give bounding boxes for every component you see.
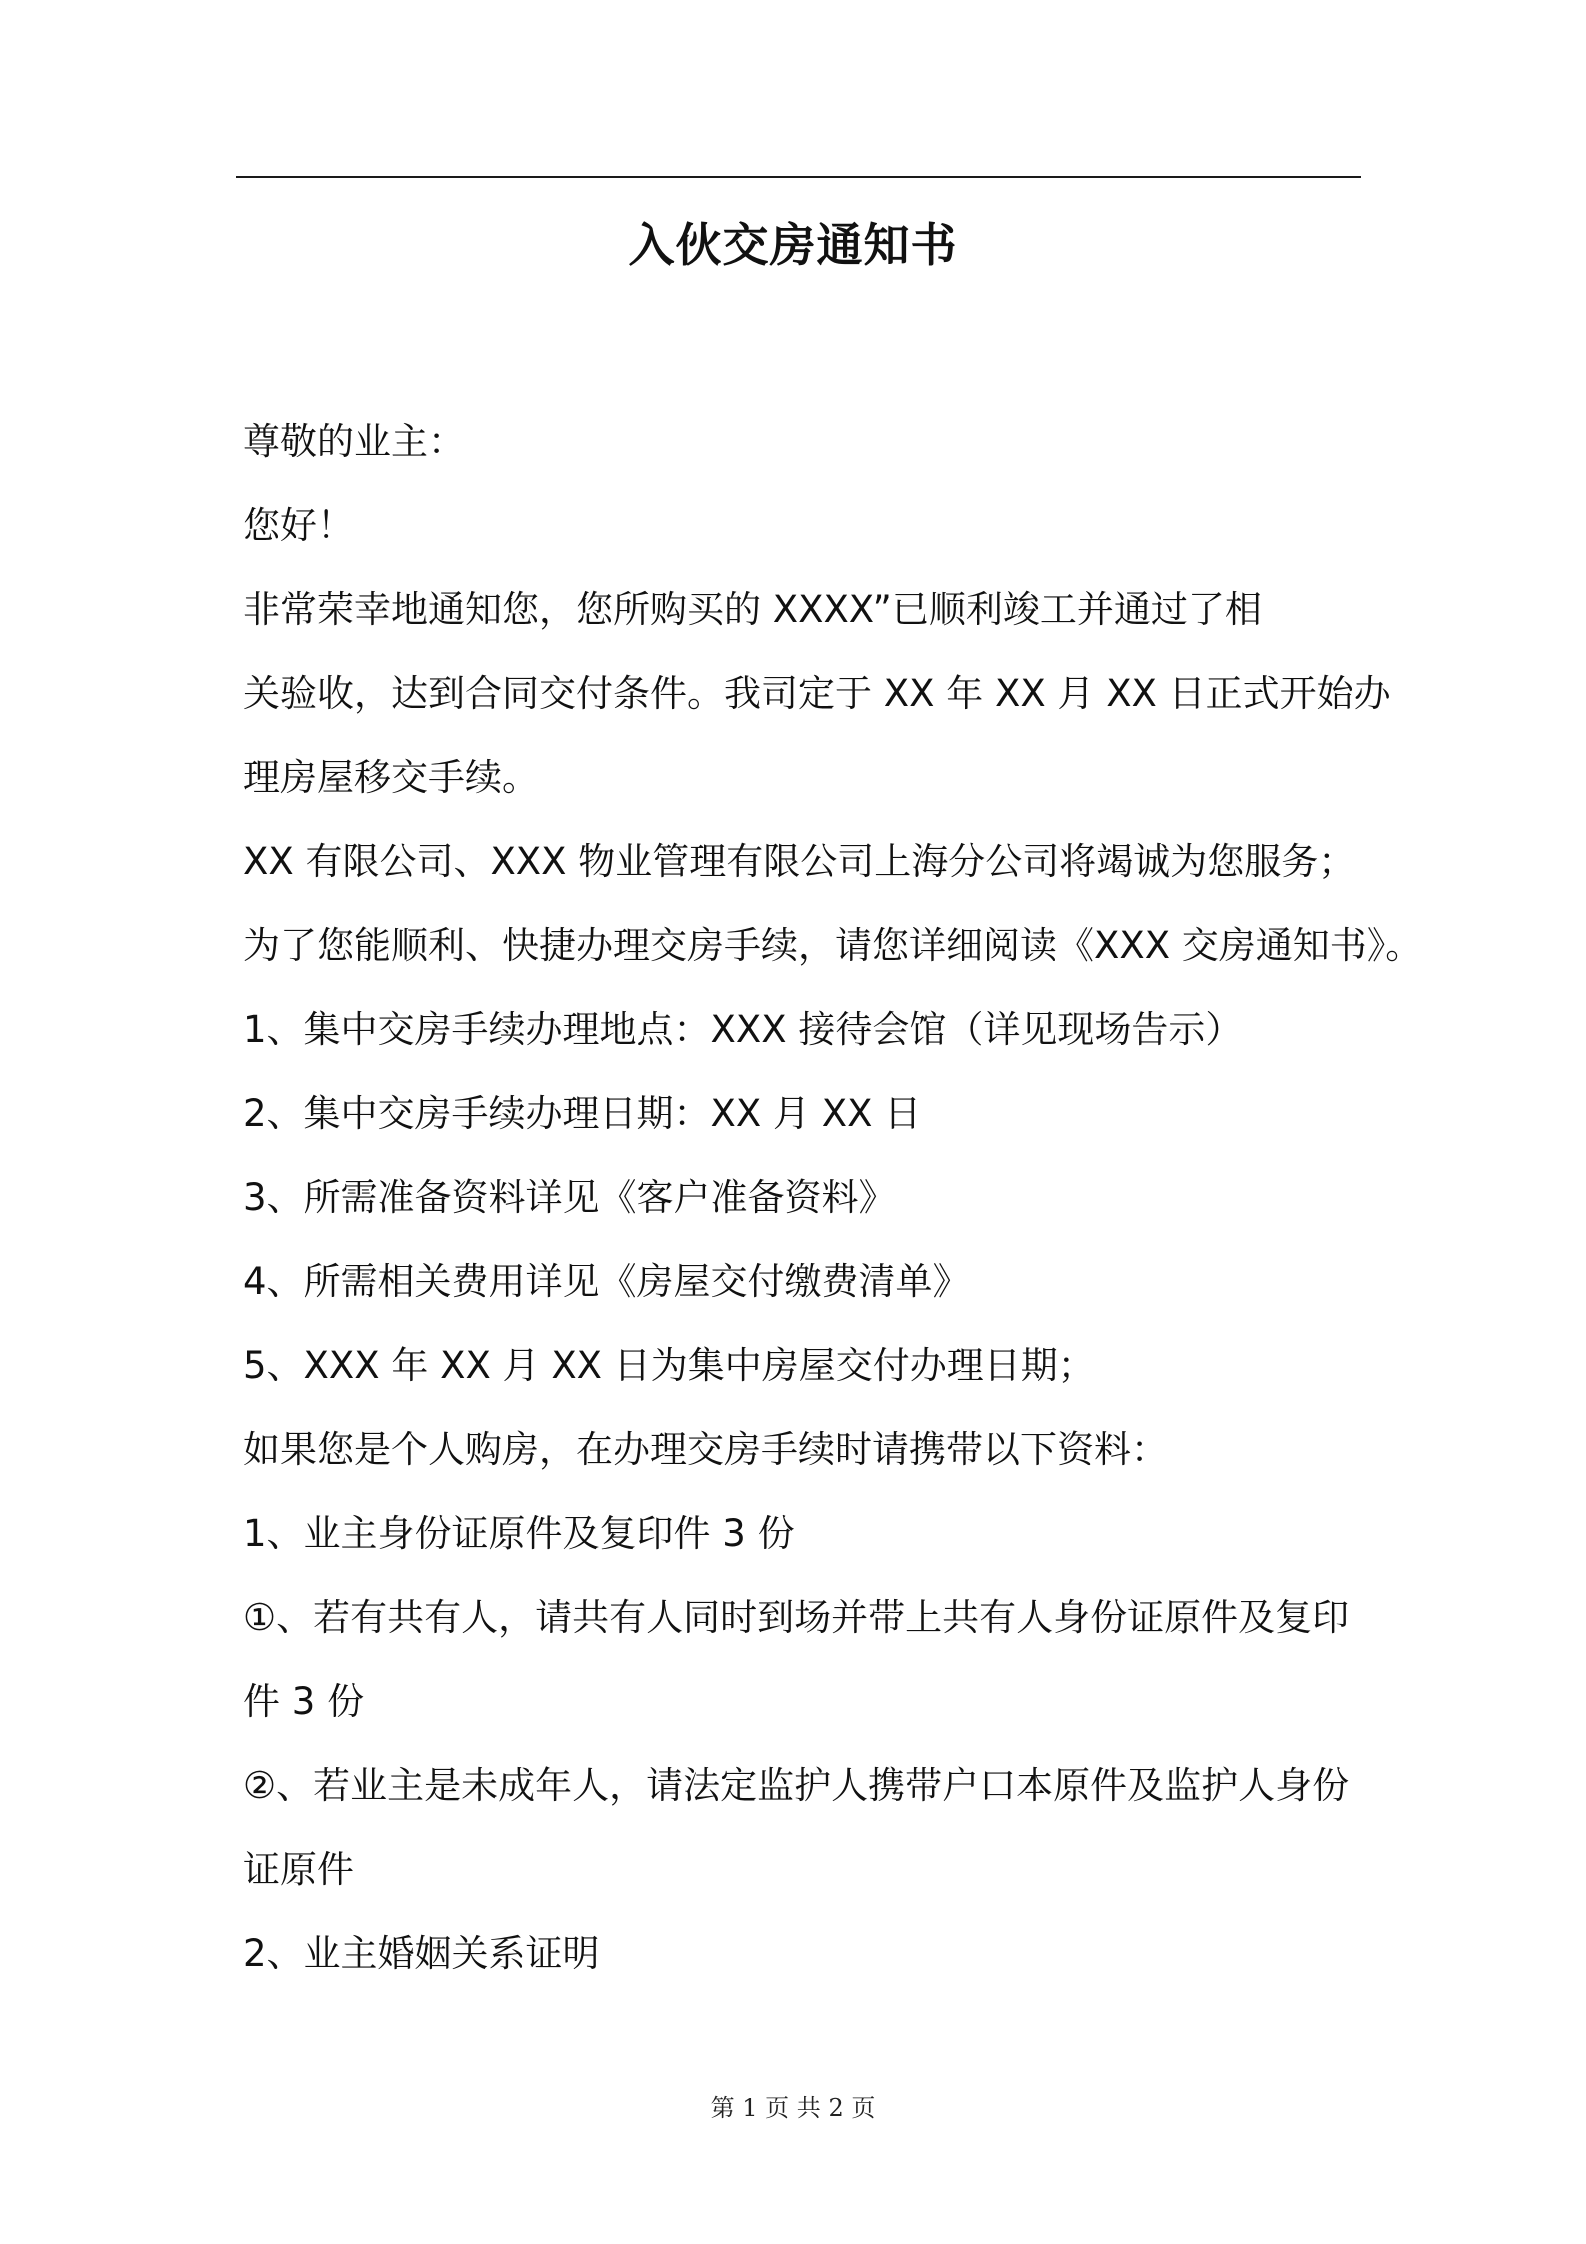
body-line: 为了您能顺利、快捷办理交房手续，请您详细阅读《XXX 交房通知书》。 (243, 924, 1423, 967)
list-item: 1、集中交房手续办理地点：XXX 接待会馆（详见现场告示） (243, 1008, 1243, 1051)
body-line: 如果您是个人购房，在办理交房手续时请携带以下资料： (243, 1428, 1168, 1471)
document-body (243, 400, 1423, 1996)
greeting-line: 您好！ (243, 504, 354, 547)
list-item: 4、所需相关费用详见《房屋交付缴费清单》 (243, 1260, 970, 1303)
document-title: 入伙交房通知书 (628, 218, 958, 272)
salutation-line: 尊敬的业主： (243, 420, 465, 463)
list-item: 2、业主婚姻关系证明 (243, 1932, 600, 1975)
sub-list-item: ①、若有共有人，请共有人同时到场并带上共有人身份证原件及复印 (243, 1596, 1350, 1639)
header-rule (236, 176, 1361, 178)
list-item: 2、集中交房手续办理日期：XX 月 XX 日 (243, 1092, 922, 1135)
list-item: 5、XXX 年 XX 月 XX 日为集中房屋交付办理日期； (243, 1344, 1095, 1387)
body-line: 理房屋移交手续。 (243, 756, 539, 799)
list-item: 3、所需准备资料详见《客户准备资料》 (243, 1176, 896, 1219)
page-footer: 第 1 页 共 2 页 (710, 2094, 876, 2122)
body-line: 关验收，达到合同交付条件。我司定于 XX 年 XX 月 XX 日正式开始办 (243, 672, 1391, 715)
sub-list-item: ②、若业主是未成年人，请法定监护人携带户口本原件及监护人身份 (243, 1764, 1350, 1807)
sub-list-item-continuation: 证原件 (243, 1848, 354, 1891)
list-item: 1、业主身份证原件及复印件 3 份 (243, 1512, 795, 1555)
sub-list-item-continuation: 件 3 份 (243, 1680, 365, 1723)
body-line: 非常荣幸地通知您，您所购买的 XXXX”已顺利竣工并通过了相 (243, 588, 1262, 631)
body-line: XX 有限公司、XXX 物业管理有限公司上海分公司将竭诚为您服务； (243, 840, 1356, 883)
